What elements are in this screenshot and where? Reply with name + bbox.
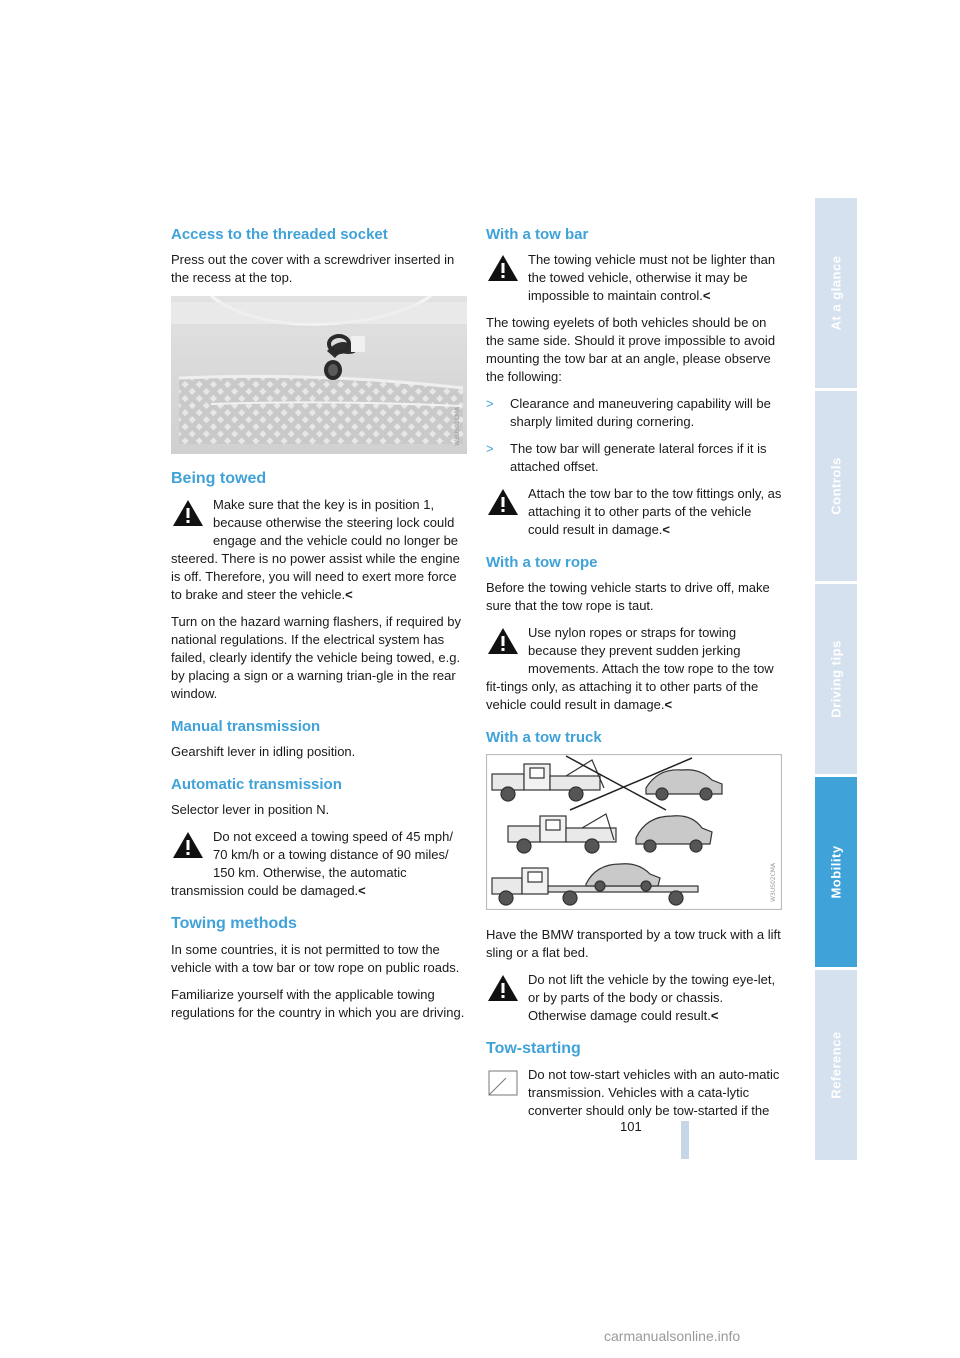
svg-text:W3US02CMA: W3US02CMA (770, 862, 777, 902)
heading-tow-starting: Tow-starting (486, 1040, 581, 1057)
section-tabs (815, 198, 857, 1160)
warning-triangle-icon (486, 253, 520, 289)
text-tow-rope: Before the towing vehicle starts to drive off, make sure that the tow rope is taut. (486, 580, 770, 613)
warning-tow-truck-text: Do not lift the vehicle by the towing eye-let, or by parts of the body or chassis. Otherwise damage could result. (528, 972, 776, 1023)
warning-tow-bar-2-text: Attach the tow bar to the tow fittings only, as attaching it to other parts of the vehicle could result in damage. (528, 486, 782, 537)
tow-truck-illustration (486, 754, 782, 910)
text-towing-methods-1: In some countries, it is not permitted to tow the vehicle with a tow bar or tow rope on public roads. (171, 942, 460, 975)
right-column (486, 226, 782, 1129)
tab-controls[interactable]: Controls (815, 391, 857, 581)
text-tow-bar: The towing eyelets of both vehicles should be on the same side. Should it prove impossible to avoid mounting the tow bar at an angle, please observe the following: (486, 315, 776, 384)
text-being-towed: Turn on the hazard warning flashers, if required by national regulations. If the electrical system has failed, clearly identify the vehicle being towed, e.g. by placing a sign or a warning trian-gle in the rear window. (171, 614, 462, 701)
heading-being-towed: Being towed (171, 470, 267, 487)
warning-tow-bar-1-text: The towing vehicle must not be lighter than the towed vehicle, otherwise it may be impossible to maintain control. (528, 252, 776, 303)
tab-at-a-glance[interactable]: At a glance (815, 198, 857, 388)
warning-automatic-text: Do not exceed a towing speed of 45 mph/ 70 km/h or a towing distance of 90 miles/ 150 km. Otherwise, the automatic transmission could be damaged. (171, 829, 453, 898)
text-automatic-transmission: Selector lever in position N. (171, 802, 330, 817)
warning-triangle-icon (486, 487, 520, 523)
threaded-socket-photo (171, 296, 467, 454)
end-mark: < (664, 697, 673, 712)
warning-being-towed-text: Make sure that the key is in position 1, because otherwise the steering lock could engage and the vehicle could no longer be steered. There is no power assist while the engine is off. Therefore, you will need to exert more force to brake and steer the vehicle. (171, 497, 460, 602)
heading-threaded-socket: Access to the threaded socket (171, 226, 388, 243)
warning-triangle-icon (171, 498, 205, 534)
end-mark: < (662, 522, 671, 537)
tab-reference[interactable]: Reference (815, 970, 857, 1160)
end-mark: < (345, 587, 353, 602)
left-column (171, 226, 467, 1031)
list-item: > Clearance and maneuvering capability will be sharply limited during cornering. (486, 396, 771, 429)
warning-tow-truck (486, 971, 782, 1025)
truck-wheel-lift (508, 814, 712, 853)
heading-manual-transmission: Manual transmission (171, 718, 321, 735)
warning-tow-rope (486, 624, 782, 714)
truck-lift-sling-wrong (492, 756, 722, 810)
warning-triangle-icon (486, 973, 520, 1009)
page-number: 101 (620, 1119, 642, 1134)
end-mark: < (710, 1008, 719, 1023)
text-towing-methods-2: Familiarize yourself with the applicable towing regulations for the country in which you are driving. (171, 987, 465, 1020)
heading-tow-bar: With a tow bar (486, 226, 589, 243)
warning-triangle-icon (486, 626, 520, 662)
warning-being-towed (171, 496, 467, 604)
page-marker-bar (681, 1121, 689, 1159)
tab-driving-tips[interactable]: Driving tips (815, 584, 857, 774)
warning-tow-bar-1 (486, 251, 782, 305)
text-threaded-socket: Press out the cover with a screwdriver inserted in the recess at the top. (171, 252, 455, 285)
footer-watermark[interactable]: carmanualsonline.info (604, 1328, 741, 1344)
bullet-mark: > (486, 441, 494, 456)
heading-towing-methods: Towing methods (171, 915, 297, 932)
tab-mobility[interactable]: Mobility (815, 777, 857, 967)
heading-tow-rope: With a tow rope (486, 554, 598, 571)
truck-flat-bed (492, 864, 698, 905)
warning-tow-bar-2 (486, 485, 782, 539)
warning-automatic (171, 828, 467, 900)
svg-text:W3US01CMA: W3US01CMA (454, 406, 461, 446)
bullet-mark: > (486, 396, 494, 411)
tow-bar-bullets (486, 395, 782, 476)
warning-tow-rope-text: Use nylon ropes or straps for towing because they prevent sudden jerking movements. Attach the tow rope to the tow fit-tings only, as attaching it to other parts of the vehicle could result in damage. (486, 625, 774, 712)
note-icon (486, 1068, 520, 1104)
heading-tow-truck: With a tow truck (486, 729, 602, 746)
warning-triangle-icon (171, 830, 205, 866)
end-mark: < (358, 883, 366, 898)
note-tow-starting (486, 1066, 782, 1120)
heading-automatic-transmission: Automatic transmission (171, 776, 342, 793)
list-item: > The tow bar will generate lateral forces if it is attached offset. (486, 441, 767, 474)
end-mark: < (702, 288, 711, 303)
note-tow-starting-text: Do not tow-start vehicles with an auto-matic transmission. Vehicles with a cata-lytic converter should only be tow-started if the (528, 1067, 780, 1118)
text-tow-truck: Have the BMW transported by a tow truck with a lift sling or a flat bed. (486, 927, 781, 960)
text-manual-transmission: Gearshift lever in idling position. (171, 744, 356, 759)
